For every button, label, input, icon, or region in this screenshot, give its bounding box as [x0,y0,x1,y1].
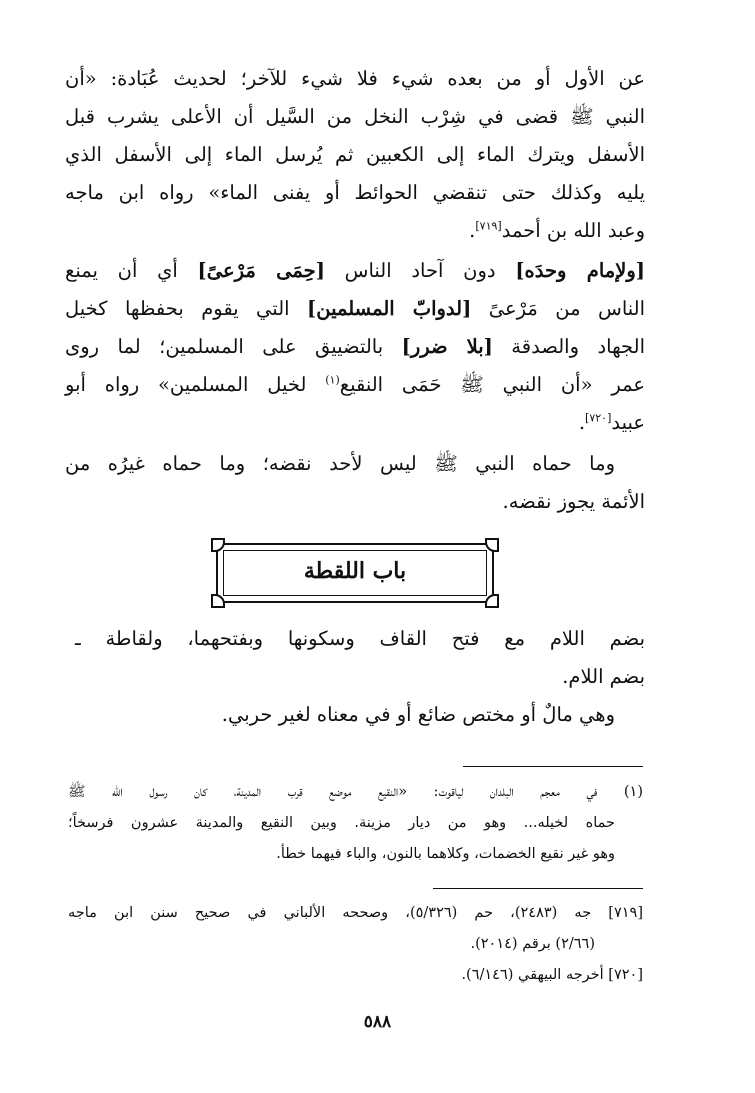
footnote-marker: (١) [325,373,340,387]
text-segment: الناس من مَرْعىً [471,297,646,320]
text-segment: بالتضييق على المسلمين؛ لما روى [65,335,402,358]
paragraph-luqata-definition [75,620,645,734]
paragraph-hadith-ubada [65,60,645,250]
text-line: وما حماه النبي ﷺ ليس لأحد نقضه؛ وما حماه غيرُه من [65,452,615,475]
matn-term: [بلا ضرر] [401,335,493,358]
frame-corner [211,594,225,608]
text-line: الأئمة يجوز نقضه. [502,490,645,513]
frame-corner [485,538,499,552]
footnote-line: وهو غير نقيع الخضمات، وكلاهما بالنون، والباء فيهما خطأ. [276,846,615,862]
footnote-line: حماه لخيله... وهو من ديار مزينة. وبين النقيع والمدينة عشرون فرسخاً؛ [68,815,615,831]
text-segment: الجهاد والصدقة [492,335,645,358]
text-segment: . [469,219,476,242]
paragraph-hima-ruling [65,445,645,521]
text-segment: أي أن يمنع [65,259,198,282]
text-line [65,252,645,290]
references [68,898,643,991]
frame-corner [485,594,499,608]
text-line: بضم اللام مع فتح القاف وسكونها وبفتحهما، ولقاطة ـ [75,627,645,650]
matn-term: [لدوابّ المسلمين] [307,297,472,320]
text-line: وهي مالٌ أو مختص ضائع أو في معناه لغير حربي. [221,703,615,726]
text-line: عن الأول أو من بعده شيء فلا شيء للآخر؛ لحديث عُبَادة: «أن [65,67,645,90]
footnote-divider [463,766,643,767]
paragraph-hima [65,252,645,442]
text-segment: عمر «أن النبي ﷺ حَمَى النقيع [339,373,645,396]
text-segment: عبيد [611,411,645,434]
text-segment: وعبد الله بن أحمد [501,219,645,242]
text-line: بضم اللام. [562,665,645,688]
text-line [65,404,645,442]
text-line [65,212,645,250]
reference-line: [٧٢٠] أخرجه البيهقي (٦/١٤٦). [461,967,643,983]
references-divider [433,888,643,889]
matn-term: [ولإمام وحدَه] [515,259,645,282]
text-line [65,366,645,404]
reference-marker: [٧٢٠] [585,411,612,425]
text-line [65,328,645,366]
footnotes [68,777,643,870]
text-line: يليه وكذلك حتى تنقضي الحوائط أو يفنى الماء» رواه ابن ماجه [65,181,645,204]
text-segment: دون آحاد الناس [324,259,516,282]
reference-marker: [٧١٩] [475,219,502,233]
text-line [65,290,645,328]
text-line: الأسفل ويترك الماء إلى الكعبين ثم يُرسل الماء إلى الأسفل الذي [65,143,645,166]
text-segment: . [578,411,586,434]
text-segment: لخيل المسلمين» رواه أبو [65,373,326,396]
text-line: النبي ﷺ قضى في شِرْب النخل من السَّيل أن الأعلى يشرب قبل [65,105,645,128]
footnote-line: (١) في معجم البلدان لياقوت: «النقيع موضع قرب المدينة، كان رسول الله ﷺ [68,784,643,800]
chapter-title: باب اللقطة [303,558,407,584]
chapter-heading-frame [216,543,494,603]
matn-term: [حِمَى مَرْعىً] [197,259,325,282]
reference-line: (٢/٦٦) برقم (٢٠١٤). [470,936,595,952]
text-segment: التي يقوم بحفظها كخيل [65,297,307,320]
page-number: ٥٨٨ [363,1012,392,1032]
reference-line: [٧١٩] جه (٢٤٨٣)، حم (٥/٣٢٦)، وصححه الألباني في صحيح سنن ابن ماجه [68,905,643,921]
